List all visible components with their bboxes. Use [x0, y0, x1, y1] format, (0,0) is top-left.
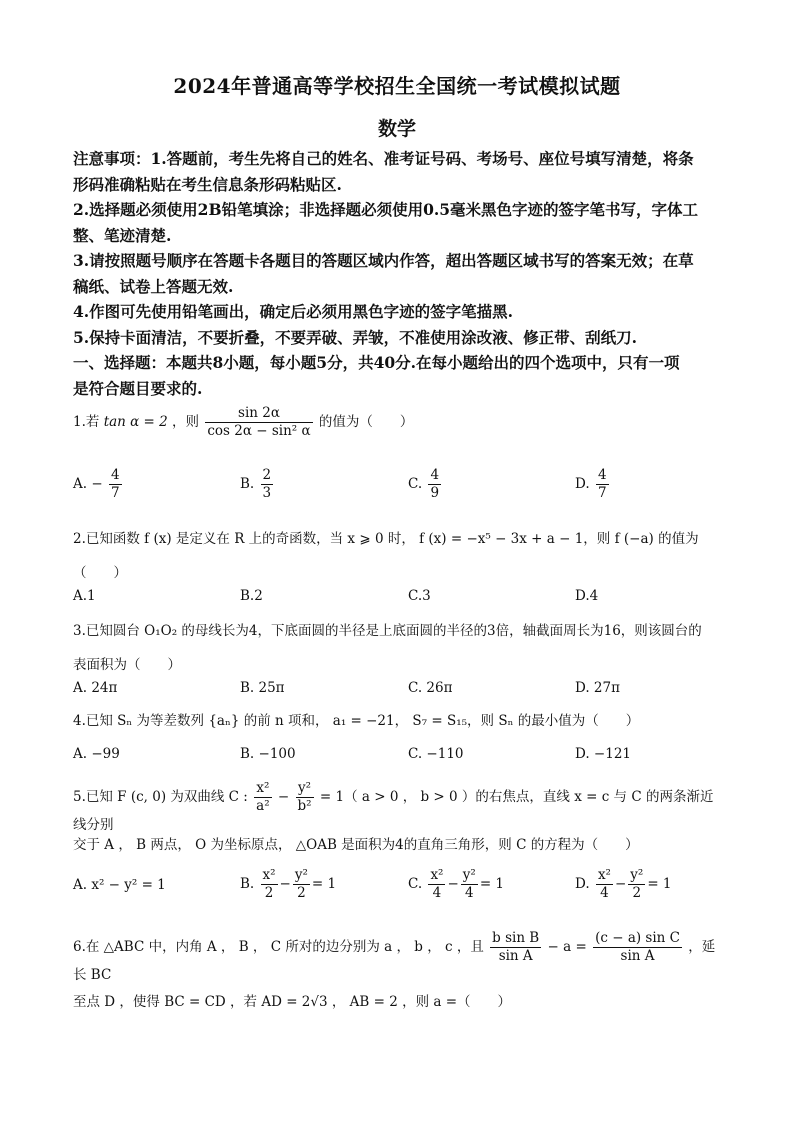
- operator: − a =: [547, 939, 587, 955]
- denominator: 4: [465, 885, 474, 901]
- question-text: 2.已知函数 f (x) 是定义在 R 上的奇函数，当 x ⩾ 0 时， f (x) = −x⁵ − 3x + a − 1，则 f (−a) 的值为: [73, 531, 699, 547]
- denominator: 4: [432, 885, 442, 901]
- fraction: [628, 867, 645, 902]
- fraction: [261, 867, 278, 902]
- numerator: y²: [630, 867, 644, 883]
- fraction: [109, 467, 122, 502]
- denominator: 7: [110, 485, 120, 501]
- numerator: y²: [462, 867, 476, 883]
- fraction: [296, 780, 314, 815]
- question-1: [73, 405, 723, 440]
- question-3: [73, 621, 723, 675]
- instruction-line: 2.选择题必须使用2B铅笔填涂；非选择题必须使用0.5毫米黑色字迹的签字笔书写，字体工: [73, 200, 699, 219]
- question-text: 至点 D ，使得 BC = CD ，若 AD = 2√3 ， AB = 2 ，则 a =（ ）: [73, 994, 512, 1010]
- fraction: [254, 780, 271, 815]
- fraction: [293, 867, 310, 902]
- denominator: 2: [297, 885, 306, 901]
- option-c[interactable]: C. 26π: [408, 680, 453, 696]
- operator: −: [277, 789, 290, 805]
- option-label: D.: [575, 876, 590, 892]
- denominator: 7: [597, 485, 607, 501]
- option-label: B.: [240, 476, 255, 492]
- numerator: b sin B: [492, 930, 540, 946]
- option-label: C.: [408, 476, 423, 492]
- math-expression: tan α = 2: [103, 414, 168, 430]
- question-text: = 1（ a > 0 ， b > 0 ）的右焦点，直线 x = c 与 C 的两条渐近线分别: [73, 789, 714, 833]
- question-5-cont: [73, 835, 723, 855]
- fraction: [596, 467, 609, 502]
- question-text: 表面积为（ ）: [73, 657, 181, 673]
- question-text: 6.在 △ABC 中，内角 A ， B ， C 所对的边分别为 a ， b ， c ，且: [73, 939, 484, 955]
- subject-title: 数学: [377, 118, 416, 140]
- denominator: sin A: [620, 948, 655, 964]
- option-a[interactable]: [73, 467, 124, 502]
- equation-rhs: = 1: [311, 876, 337, 892]
- denominator: 9: [430, 485, 440, 501]
- exam-title: 2024年普通高等学校招生全国统一考试模拟试题: [173, 74, 621, 98]
- instruction-line: 稿纸、试卷上答题无效.: [73, 276, 234, 296]
- option-label: D.: [575, 476, 590, 492]
- option-b[interactable]: B. $\frac{\text{x²}}{2}$ − $\frac{\text{y²}}{2}$ = 1: [240, 867, 337, 901]
- question-text: ，则: [172, 414, 200, 430]
- option-b[interactable]: B. 25π: [240, 680, 285, 696]
- numerator: 4: [597, 467, 607, 483]
- instruction-line: 3.请按照题号顺序在答题卡各题目的答题区域内作答，超出答题区域书写的答案无效；在草: [73, 251, 694, 270]
- question-text: 5.已知 F (c, 0) 为双曲线 C :: [73, 789, 248, 805]
- option-d[interactable]: [575, 467, 611, 502]
- option-c[interactable]: C.3: [408, 588, 431, 604]
- numerator: 4: [430, 467, 440, 483]
- numerator: 4: [110, 467, 120, 483]
- fraction: [428, 467, 441, 502]
- question-6-cont: [73, 992, 723, 1012]
- instruction-line: 5.保持卡面清洁，不要折叠，不要弄破、弄皱，不准使用涂改液、修正带、刮纸刀.: [73, 327, 638, 347]
- numerator: 2: [262, 467, 272, 483]
- option-b[interactable]: B. −100: [240, 746, 296, 762]
- denominator: sin A: [498, 948, 533, 964]
- numerator: x²: [597, 867, 611, 883]
- denominator: b²: [297, 798, 312, 814]
- instruction-line: 整、笔迹清楚.: [73, 225, 172, 245]
- answer-blank: （ ）: [73, 565, 127, 581]
- question-text: 4.已知 Sₙ 为等差数列 {aₙ} 的前 n 项和， a₁ = −21， S₇ = S₁₅，则 Sₙ 的最小值为（ ）: [73, 713, 640, 729]
- question-2: [73, 529, 723, 583]
- instruction-line: 形码准确粘贴在考生信息条形码粘贴区.: [73, 174, 342, 194]
- equation-rhs: = 1: [647, 876, 672, 892]
- option-d[interactable]: D.4: [575, 588, 599, 604]
- numerator: sin 2α: [205, 405, 312, 423]
- option-a[interactable]: A.1: [73, 588, 96, 604]
- option-a[interactable]: A. −99: [73, 746, 120, 762]
- denominator: 2: [264, 885, 274, 901]
- question-text: 1.若: [73, 414, 100, 430]
- question-6: [73, 930, 723, 985]
- fraction: [490, 930, 541, 965]
- question-text: 的值为（ ）: [318, 414, 414, 430]
- question-text: 3.已知圆台 O₁O₂ 的母线长为4，下底面圆的半径是上底面圆的半径的3倍，轴截面周长为16，则该圆台的: [73, 623, 702, 639]
- numerator: x²: [430, 867, 444, 883]
- fraction: [428, 867, 445, 902]
- numerator: (c − a) sin C: [595, 930, 680, 946]
- question-4: [73, 711, 723, 731]
- denominator: 4: [600, 885, 609, 901]
- denominator: 3: [262, 485, 272, 501]
- option-label: A. −: [73, 476, 103, 492]
- option-a[interactable]: A. 24π: [73, 680, 118, 696]
- fraction: [593, 930, 682, 965]
- option-d[interactable]: D. −121: [575, 746, 632, 762]
- fraction: [461, 867, 478, 902]
- question-5: [73, 780, 723, 835]
- section-heading: 是符合题目要求的.: [73, 378, 203, 398]
- denominator: a²: [256, 798, 270, 814]
- instruction-line: 4.作图可先使用铅笔画出，确定后必须用黑色字迹的签字笔描黑.: [73, 302, 514, 321]
- option-a[interactable]: A. x² − y² = 1: [73, 877, 166, 893]
- option-b[interactable]: [240, 467, 275, 502]
- fraction: [205, 405, 312, 440]
- numerator: x²: [262, 867, 276, 883]
- question-text: 交于 A ， B 两点， O 为坐标原点， △OAB 是面积为4的直角三角形，则 C 的方程为（ ）: [73, 837, 639, 853]
- section-heading: 一、选择题：本题共8小题，每小题5分，共40分.在每小题给出的四个选项中，只有一项: [73, 353, 680, 372]
- option-b[interactable]: B.2: [240, 588, 263, 604]
- option-d[interactable]: D. $\frac{\text{x²}}{4}$ − $\frac{\text{y²}}{2}$ = 1: [575, 867, 672, 901]
- option-c[interactable]: C. $\frac{\text{x²}}{4}$ − $\frac{\text{y²}}{4}$ = 1: [408, 867, 505, 901]
- fraction: [261, 467, 274, 502]
- option-label: B.: [240, 876, 255, 892]
- question-text: ，延长 BC: [73, 939, 716, 983]
- instruction-line: 注意事项：1.答题前，考生先将自己的姓名、准考证号码、考场号、座位号填写清楚，将条: [73, 149, 694, 168]
- numerator: y²: [294, 867, 308, 883]
- option-c[interactable]: C. −110: [408, 746, 464, 762]
- equation-rhs: = 1: [479, 876, 505, 892]
- option-d[interactable]: D. 27π: [575, 680, 620, 696]
- denominator: cos 2α − sin² α: [207, 423, 311, 439]
- numerator: y²: [296, 780, 314, 798]
- option-label: C.: [408, 876, 423, 892]
- instructions: [73, 146, 723, 401]
- fraction: [596, 867, 613, 902]
- option-c[interactable]: [408, 467, 443, 502]
- numerator: x²: [254, 780, 271, 798]
- denominator: 2: [632, 885, 642, 901]
